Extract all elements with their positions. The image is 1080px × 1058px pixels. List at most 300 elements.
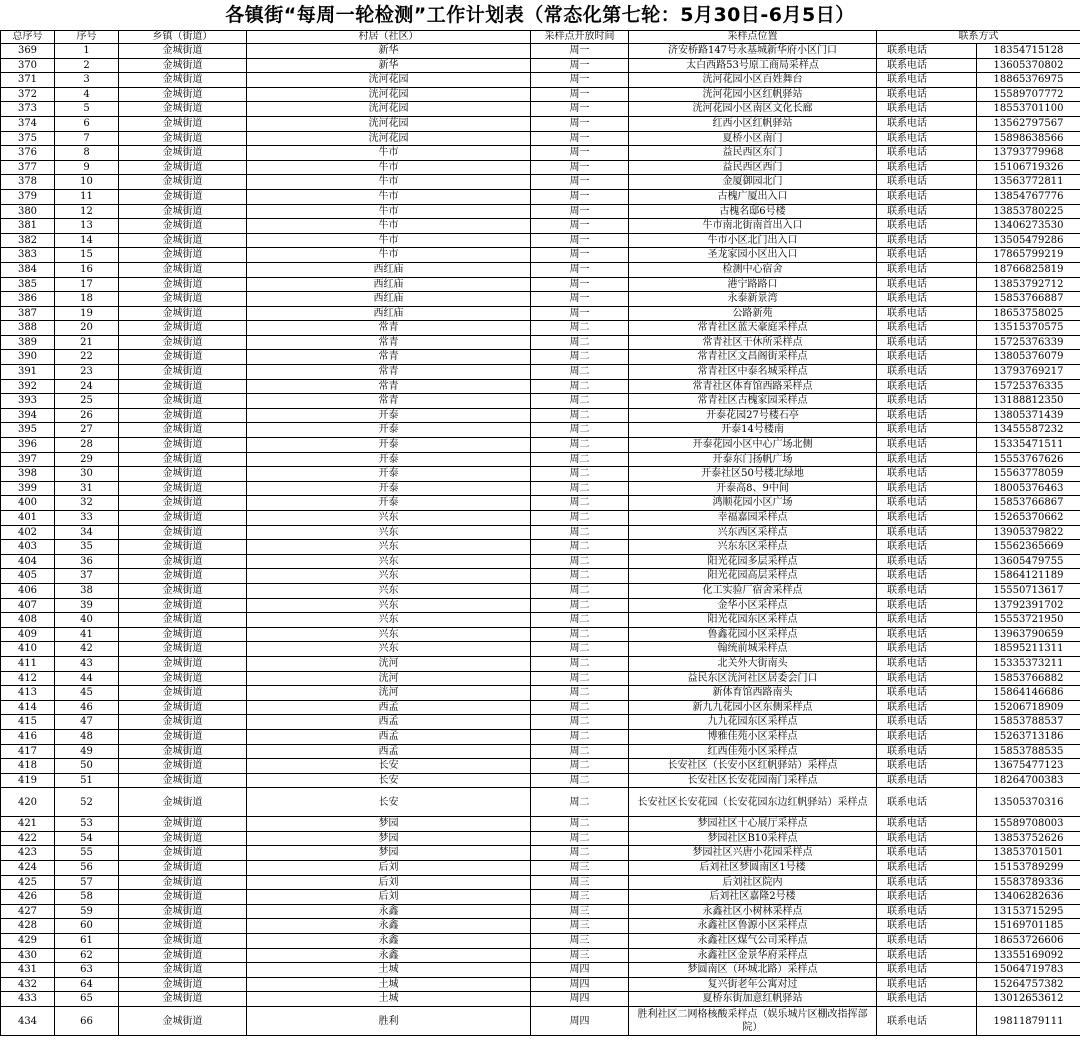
cell-town: 金城街道: [119, 861, 247, 876]
cell-town: 金城街道: [119, 992, 247, 1007]
cell-open-time: 周一: [531, 306, 629, 321]
cell-town: 金城街道: [119, 613, 247, 628]
table-row: [1, 613, 1080, 628]
cell-community: 牛市: [247, 146, 531, 161]
table-row: [1, 189, 1080, 204]
cell-community: 兴东: [247, 627, 531, 642]
cell-open-time: 周二: [531, 569, 629, 584]
cell-no: 44: [55, 671, 119, 686]
cell-phone: 13793779968: [977, 146, 1080, 161]
cell-community: 永鑫: [247, 948, 531, 963]
table-row: [1, 306, 1080, 321]
cell-open-time: 周二: [531, 321, 629, 336]
cell-contact-label: 联系电话: [877, 365, 977, 380]
table-row: [1, 831, 1080, 846]
cell-town: 金城街道: [119, 452, 247, 467]
cell-location: 常青社区体育馆西路采样点: [629, 379, 877, 394]
cell-community: 新华: [247, 58, 531, 73]
cell-open-time: 周一: [531, 58, 629, 73]
cell-no: 29: [55, 452, 119, 467]
cell-open-time: 周一: [531, 204, 629, 219]
cell-community: 后刘: [247, 875, 531, 890]
cell-phone: 18264700383: [977, 773, 1080, 788]
cell-contact-label: 联系电话: [877, 686, 977, 701]
table-row: [1, 583, 1080, 598]
cell-location: 新九九花园小区东侧采样点: [629, 700, 877, 715]
cell-town: 金城街道: [119, 131, 247, 146]
header-contact: 联系方式: [877, 31, 1080, 44]
cell-phone: 15064719783: [977, 963, 1080, 978]
cell-town: 金城街道: [119, 831, 247, 846]
cell-total-no: 403: [1, 540, 55, 555]
cell-phone: 15589708003: [977, 817, 1080, 832]
cell-community: 洸河花园: [247, 73, 531, 88]
cell-location: 洸河花园小区百姓舞台: [629, 73, 877, 88]
cell-location: 古槐广厦出入口: [629, 189, 877, 204]
cell-total-no: 388: [1, 321, 55, 336]
cell-no: 61: [55, 934, 119, 949]
cell-location: 阳光花园东区采样点: [629, 613, 877, 628]
cell-town: 金城街道: [119, 934, 247, 949]
table-row: [1, 554, 1080, 569]
cell-no: 18: [55, 292, 119, 307]
cell-contact-label: 联系电话: [877, 394, 977, 409]
cell-phone: 18653758025: [977, 306, 1080, 321]
cell-no: 43: [55, 656, 119, 671]
cell-location: 金厦御园北门: [629, 175, 877, 190]
cell-no: 32: [55, 496, 119, 511]
cell-total-no: 384: [1, 262, 55, 277]
cell-location: 长安社区长安花园（长安花园东边红帆驿站）采样点: [629, 788, 877, 817]
cell-no: 41: [55, 627, 119, 642]
cell-location: 后刘社区梦圆南区1号楼: [629, 861, 877, 876]
cell-total-no: 380: [1, 204, 55, 219]
cell-community: 永鑫: [247, 934, 531, 949]
cell-phone: 13563772811: [977, 175, 1080, 190]
cell-total-no: 427: [1, 904, 55, 919]
table-row: [1, 233, 1080, 248]
cell-total-no: 393: [1, 394, 55, 409]
cell-total-no: 395: [1, 423, 55, 438]
cell-open-time: 周二: [531, 481, 629, 496]
cell-town: 金城街道: [119, 438, 247, 453]
cell-community: 长安: [247, 773, 531, 788]
cell-phone: 13905379822: [977, 525, 1080, 540]
cell-location: 梦园社区B10采样点: [629, 831, 877, 846]
cell-no: 63: [55, 963, 119, 978]
cell-total-no: 426: [1, 890, 55, 905]
cell-no: 40: [55, 613, 119, 628]
cell-town: 金城街道: [119, 423, 247, 438]
cell-total-no: 387: [1, 306, 55, 321]
cell-phone: 13355169092: [977, 948, 1080, 963]
cell-contact-label: 联系电话: [877, 175, 977, 190]
cell-town: 金城街道: [119, 335, 247, 350]
cell-no: 11: [55, 189, 119, 204]
cell-no: 37: [55, 569, 119, 584]
cell-location: 开泰高8、9中间: [629, 481, 877, 496]
cell-contact-label: 联系电话: [877, 948, 977, 963]
cell-community: 胜利: [247, 1007, 531, 1036]
cell-town: 金城街道: [119, 44, 247, 59]
table-body: [1, 44, 1080, 1036]
cell-open-time: 周三: [531, 904, 629, 919]
cell-contact-label: 联系电话: [877, 642, 977, 657]
cell-open-time: 周一: [531, 219, 629, 234]
cell-total-no: 425: [1, 875, 55, 890]
cell-community: 永鑫: [247, 919, 531, 934]
table-row: [1, 248, 1080, 263]
cell-open-time: 周四: [531, 992, 629, 1007]
cell-no: 16: [55, 262, 119, 277]
cell-total-no: 428: [1, 919, 55, 934]
cell-open-time: 周一: [531, 160, 629, 175]
cell-contact-label: 联系电话: [877, 102, 977, 117]
cell-no: 9: [55, 160, 119, 175]
cell-total-no: 398: [1, 467, 55, 482]
table-row: [1, 102, 1080, 117]
table-row: [1, 642, 1080, 657]
cell-community: 洸河花园: [247, 87, 531, 102]
table-row: [1, 452, 1080, 467]
cell-total-no: 421: [1, 817, 55, 832]
cell-contact-label: 联系电话: [877, 934, 977, 949]
cell-community: 梦园: [247, 846, 531, 861]
cell-total-no: 407: [1, 598, 55, 613]
cell-phone: 18595211311: [977, 642, 1080, 657]
cell-total-no: 389: [1, 335, 55, 350]
cell-town: 金城街道: [119, 773, 247, 788]
cell-total-no: 408: [1, 613, 55, 628]
cell-phone: 15562365669: [977, 540, 1080, 555]
cell-location: 永鑫社区金景华府采样点: [629, 948, 877, 963]
cell-open-time: 周三: [531, 934, 629, 949]
cell-no: 38: [55, 583, 119, 598]
cell-phone: 13963790659: [977, 627, 1080, 642]
cell-contact-label: 联系电话: [877, 321, 977, 336]
page-title: 各镇街“每周一轮检测”工作计划表（常态化第七轮：5月30日-6月5日）: [225, 4, 855, 26]
cell-town: 金城街道: [119, 306, 247, 321]
cell-location: 益民西区西门: [629, 160, 877, 175]
cell-location: 夏桥小区南门: [629, 131, 877, 146]
table-row: [1, 277, 1080, 292]
cell-town: 金城街道: [119, 116, 247, 131]
cell-contact-label: 联系电话: [877, 131, 977, 146]
cell-no: 3: [55, 73, 119, 88]
cell-open-time: 周一: [531, 73, 629, 88]
table-row: [1, 715, 1080, 730]
table-row: [1, 481, 1080, 496]
cell-total-no: 433: [1, 992, 55, 1007]
cell-location: 永泰新景湾: [629, 292, 877, 307]
cell-town: 金城街道: [119, 904, 247, 919]
cell-location: 复兴街老年公寓对过: [629, 977, 877, 992]
table-header: [1, 31, 1080, 44]
header-no: 序号: [55, 31, 119, 44]
cell-no: 10: [55, 175, 119, 190]
table-row: [1, 350, 1080, 365]
cell-location: 夏桥东街加意红帆驿站: [629, 992, 877, 1007]
cell-no: 14: [55, 233, 119, 248]
cell-contact-label: 联系电话: [877, 875, 977, 890]
cell-town: 金城街道: [119, 379, 247, 394]
cell-town: 金城街道: [119, 598, 247, 613]
cell-no: 42: [55, 642, 119, 657]
cell-town: 金城街道: [119, 1007, 247, 1036]
table-row: [1, 656, 1080, 671]
table-row: [1, 335, 1080, 350]
cell-phone: 18653726606: [977, 934, 1080, 949]
cell-phone: 13853701501: [977, 846, 1080, 861]
cell-contact-label: 联系电话: [877, 963, 977, 978]
table-row: [1, 948, 1080, 963]
cell-location: 后刘社区嘉隆2号楼: [629, 890, 877, 905]
table-row: [1, 729, 1080, 744]
cell-contact-label: 联系电话: [877, 511, 977, 526]
table-row: [1, 598, 1080, 613]
cell-town: 金城街道: [119, 102, 247, 117]
cell-phone: 15853766882: [977, 671, 1080, 686]
cell-community: 永鑫: [247, 904, 531, 919]
table-row: [1, 671, 1080, 686]
cell-community: 常青: [247, 394, 531, 409]
cell-phone: 18005376463: [977, 481, 1080, 496]
cell-contact-label: 联系电话: [877, 613, 977, 628]
cell-location: 开泰花园小区中心广场北侧: [629, 438, 877, 453]
cell-no: 13: [55, 219, 119, 234]
cell-total-no: 374: [1, 116, 55, 131]
cell-location: 开泰14号楼南: [629, 423, 877, 438]
table-row: [1, 219, 1080, 234]
cell-open-time: 周一: [531, 146, 629, 161]
cell-open-time: 周一: [531, 87, 629, 102]
cell-location: 鲁鑫花园小区采样点: [629, 627, 877, 642]
cell-phone: 15898638566: [977, 131, 1080, 146]
cell-community: 西红庙: [247, 277, 531, 292]
cell-community: 常青: [247, 379, 531, 394]
cell-total-no: 391: [1, 365, 55, 380]
cell-contact-label: 联系电话: [877, 992, 977, 1007]
cell-contact-label: 联系电话: [877, 598, 977, 613]
cell-total-no: 404: [1, 554, 55, 569]
cell-total-no: 420: [1, 788, 55, 817]
cell-phone: 13562797567: [977, 116, 1080, 131]
cell-contact-label: 联系电话: [877, 277, 977, 292]
table-row: [1, 744, 1080, 759]
cell-town: 金城街道: [119, 963, 247, 978]
cell-total-no: 430: [1, 948, 55, 963]
cell-town: 金城街道: [119, 58, 247, 73]
cell-community: 牛市: [247, 233, 531, 248]
cell-location: 永鑫社区煤气公司采样点: [629, 934, 877, 949]
cell-phone: 13792391702: [977, 598, 1080, 613]
cell-no: 15: [55, 248, 119, 263]
cell-location: 常青社区中泰名城采样点: [629, 365, 877, 380]
cell-town: 金城街道: [119, 350, 247, 365]
cell-total-no: 405: [1, 569, 55, 584]
cell-total-no: 422: [1, 831, 55, 846]
cell-location: 兴东东区采样点: [629, 540, 877, 555]
cell-contact-label: 联系电话: [877, 379, 977, 394]
cell-open-time: 周二: [531, 817, 629, 832]
cell-town: 金城街道: [119, 715, 247, 730]
header-community: 村居（社区）: [247, 31, 531, 44]
cell-location: 翰统前城采样点: [629, 642, 877, 657]
cell-no: 8: [55, 146, 119, 161]
cell-contact-label: 联系电话: [877, 248, 977, 263]
cell-open-time: 周二: [531, 335, 629, 350]
table-row: [1, 58, 1080, 73]
cell-phone: 13505479286: [977, 233, 1080, 248]
cell-town: 金城街道: [119, 146, 247, 161]
cell-phone: 18865376975: [977, 73, 1080, 88]
cell-location: 洸河花园小区南区文化长廊: [629, 102, 877, 117]
table-row: [1, 890, 1080, 905]
table-row: [1, 262, 1080, 277]
cell-community: 后刘: [247, 890, 531, 905]
cell-phone: 15563778059: [977, 467, 1080, 482]
cell-location: 幸福嘉园采样点: [629, 511, 877, 526]
cell-no: 25: [55, 394, 119, 409]
cell-open-time: 周二: [531, 452, 629, 467]
cell-open-time: 周二: [531, 846, 629, 861]
cell-open-time: 周四: [531, 963, 629, 978]
cell-contact-label: 联系电话: [877, 335, 977, 350]
cell-phone: 13853780225: [977, 204, 1080, 219]
cell-location: 常青社区文昌阁街采样点: [629, 350, 877, 365]
cell-total-no: 378: [1, 175, 55, 190]
cell-no: 34: [55, 525, 119, 540]
cell-community: 洸河花园: [247, 116, 531, 131]
cell-town: 金城街道: [119, 73, 247, 88]
cell-open-time: 周二: [531, 467, 629, 482]
cell-no: 51: [55, 773, 119, 788]
cell-open-time: 周二: [531, 613, 629, 628]
table-row: [1, 321, 1080, 336]
cell-phone: 13505370316: [977, 788, 1080, 817]
cell-phone: 13153715295: [977, 904, 1080, 919]
header-location: 采样点位置: [629, 31, 877, 44]
cell-community: 开泰: [247, 438, 531, 453]
cell-town: 金城街道: [119, 262, 247, 277]
cell-contact-label: 联系电话: [877, 423, 977, 438]
cell-no: 46: [55, 700, 119, 715]
cell-community: 西红庙: [247, 292, 531, 307]
cell-community: 西孟: [247, 700, 531, 715]
table-row: [1, 904, 1080, 919]
table-row: [1, 817, 1080, 832]
cell-open-time: 周二: [531, 744, 629, 759]
cell-total-no: 417: [1, 744, 55, 759]
cell-phone: 13515370575: [977, 321, 1080, 336]
cell-no: 30: [55, 467, 119, 482]
cell-community: 兴东: [247, 511, 531, 526]
cell-total-no: 399: [1, 481, 55, 496]
cell-open-time: 周三: [531, 861, 629, 876]
cell-total-no: 394: [1, 408, 55, 423]
cell-no: 27: [55, 423, 119, 438]
cell-contact-label: 联系电话: [877, 87, 977, 102]
cell-contact-label: 联系电话: [877, 44, 977, 59]
cell-no: 47: [55, 715, 119, 730]
cell-phone: 15864146686: [977, 686, 1080, 701]
cell-phone: 18354715128: [977, 44, 1080, 59]
cell-contact-label: 联系电话: [877, 569, 977, 584]
cell-community: 常青: [247, 365, 531, 380]
cell-open-time: 周一: [531, 131, 629, 146]
cell-open-time: 周二: [531, 671, 629, 686]
cell-phone: 15106719326: [977, 160, 1080, 175]
cell-contact-label: 联系电话: [877, 656, 977, 671]
cell-open-time: 周一: [531, 44, 629, 59]
cell-total-no: 406: [1, 583, 55, 598]
cell-community: 西孟: [247, 715, 531, 730]
cell-no: 48: [55, 729, 119, 744]
cell-contact-label: 联系电话: [877, 700, 977, 715]
header-open-time: 采样点开放时间: [531, 31, 629, 44]
cell-contact-label: 联系电话: [877, 831, 977, 846]
cell-total-no: 418: [1, 759, 55, 774]
cell-open-time: 周四: [531, 1007, 629, 1036]
cell-location: 新体育馆西路南头: [629, 686, 877, 701]
cell-total-no: 419: [1, 773, 55, 788]
cell-town: 金城街道: [119, 248, 247, 263]
cell-contact-label: 联系电话: [877, 759, 977, 774]
cell-town: 金城街道: [119, 219, 247, 234]
cell-total-no: 379: [1, 189, 55, 204]
cell-no: 35: [55, 540, 119, 555]
table-row: [1, 759, 1080, 774]
cell-no: 20: [55, 321, 119, 336]
table-row: [1, 292, 1080, 307]
cell-no: 19: [55, 306, 119, 321]
cell-town: 金城街道: [119, 394, 247, 409]
cell-location: 长安社区（长安小区红帆驿站）采样点: [629, 759, 877, 774]
cell-no: 5: [55, 102, 119, 117]
cell-total-no: 369: [1, 44, 55, 59]
cell-contact-label: 联系电话: [877, 788, 977, 817]
cell-no: 65: [55, 992, 119, 1007]
cell-total-no: 392: [1, 379, 55, 394]
cell-community: 土城: [247, 977, 531, 992]
cell-phone: 15725376335: [977, 379, 1080, 394]
cell-community: 洸河: [247, 671, 531, 686]
cell-total-no: 375: [1, 131, 55, 146]
cell-community: 兴东: [247, 613, 531, 628]
cell-no: 4: [55, 87, 119, 102]
cell-open-time: 周二: [531, 438, 629, 453]
cell-no: 6: [55, 116, 119, 131]
cell-open-time: 周二: [531, 423, 629, 438]
cell-phone: 15589707772: [977, 87, 1080, 102]
cell-community: 梦园: [247, 831, 531, 846]
cell-contact-label: 联系电话: [877, 554, 977, 569]
cell-total-no: 424: [1, 861, 55, 876]
cell-contact-label: 联系电话: [877, 73, 977, 88]
cell-community: 牛市: [247, 204, 531, 219]
cell-total-no: 414: [1, 700, 55, 715]
cell-no: 7: [55, 131, 119, 146]
cell-open-time: 周二: [531, 554, 629, 569]
cell-contact-label: 联系电话: [877, 189, 977, 204]
cell-total-no: 410: [1, 642, 55, 657]
table-row: [1, 467, 1080, 482]
cell-community: 兴东: [247, 540, 531, 555]
cell-contact-label: 联系电话: [877, 146, 977, 161]
cell-town: 金城街道: [119, 467, 247, 482]
cell-open-time: 周一: [531, 292, 629, 307]
cell-phone: 13805371439: [977, 408, 1080, 423]
